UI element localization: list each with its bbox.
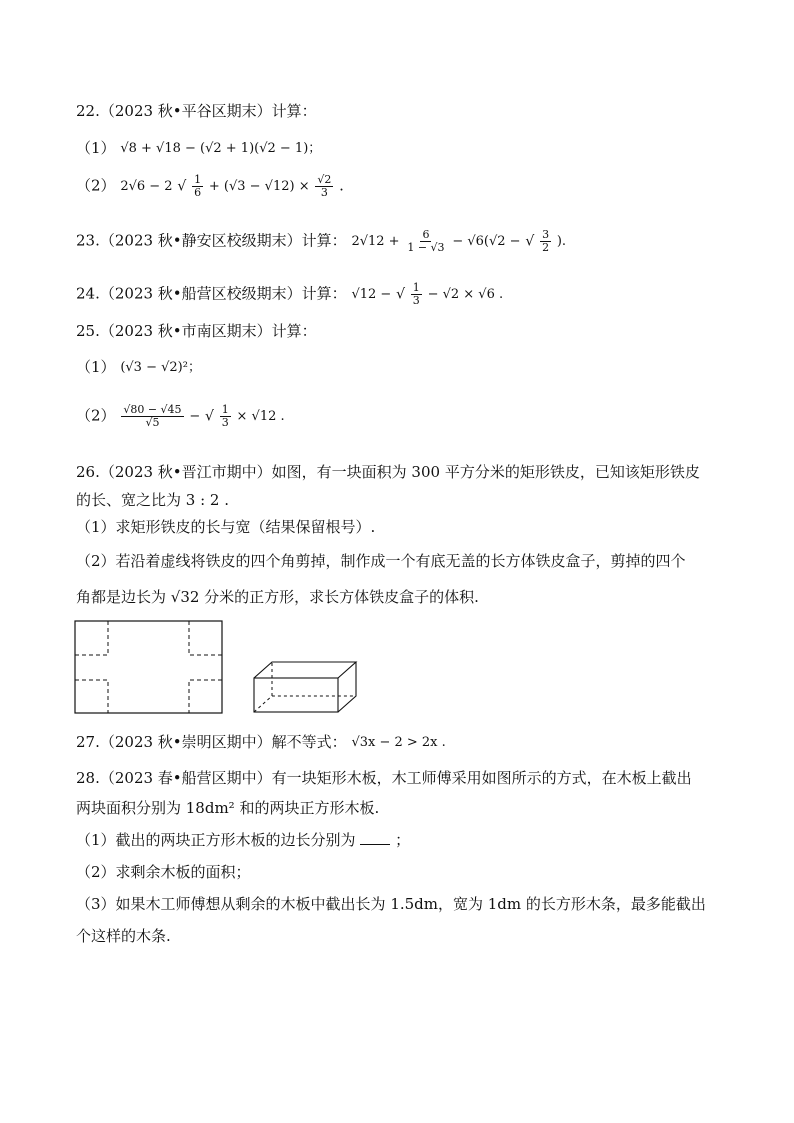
q27-heading: 27.（2023 秋•崇明区期中）解不等式： — [76, 733, 347, 751]
q24-b: − √2 × √6 . — [427, 286, 504, 302]
q23-frac2 — [540, 229, 551, 254]
q28-heading: 28.（2023 春•船营区期中）有一块矩形木板，木工师傅采用如图所示的方式，在木板上截出 — [76, 769, 692, 787]
q26-heading: 26.（2023 秋•晋江市期中）如图，有一块面积为 300 平方分米的矩形铁皮，已知该矩形铁皮 — [76, 463, 700, 481]
frac-denominator: 3 — [412, 294, 420, 307]
sqrt-symbol: √ — [177, 178, 187, 195]
q27-expr: √3x − 2 > 2x . — [351, 735, 446, 750]
q22-part1-expr: √8 + √18 − (√2 + 1)(√2 − 1)； — [120, 141, 322, 156]
q26-part1: （1）求矩形铁皮的长与宽（结果保留根号）. — [76, 518, 376, 536]
q25-part1-expr: (√3 − √2)²； — [120, 360, 201, 375]
q25-part1 — [76, 356, 201, 379]
frac-denominator: 3 — [221, 416, 229, 429]
q25-frac — [121, 404, 183, 429]
open-box-figure — [252, 660, 362, 715]
q23 — [76, 229, 566, 254]
q25-heading: 25.（2023 秋•市南区期末）计算： — [76, 322, 317, 340]
q24-a: √12 − — [351, 286, 392, 302]
metal-sheet-figure — [74, 620, 224, 715]
q22-part2-label: （2） — [76, 176, 116, 195]
q22-part2-b: + (√3 − √12) × — [208, 178, 310, 194]
q25-part2 — [76, 404, 285, 429]
q26-part2a: （2）若沿着虚线将铁皮的四个角剪掉，制作成一个有底无盖的长方体铁皮盒子，剪掉的四个 — [76, 552, 686, 570]
q22-part1-label: （1） — [76, 139, 116, 157]
q28-part1-text: （1）截出的两块正方形木板的边长分别为 — [76, 831, 356, 849]
q22-end: . — [339, 176, 344, 195]
frac-numerator: 1 — [194, 173, 202, 186]
sqrt-symbol: √ — [525, 233, 535, 250]
sqrt-symbol: √ — [205, 408, 214, 425]
q28-part1-end: ； — [395, 831, 411, 849]
q28-part3b: 个这样的木条. — [76, 927, 171, 945]
frac-numerator: 1 — [412, 281, 420, 294]
q23-end: ). — [556, 233, 567, 249]
q25-part2-label: （2） — [76, 406, 116, 425]
frac-denominator: 6 — [194, 186, 202, 199]
frac-denominator: √5 — [145, 416, 160, 429]
q28-part1 — [76, 829, 410, 851]
q22-part2 — [76, 174, 344, 199]
q25-part1-label: （1） — [76, 358, 116, 376]
frac-numerator: √80 − √45 — [123, 403, 182, 416]
q25-c: × √12 . — [236, 408, 285, 424]
frac-numerator: 1 — [221, 403, 229, 416]
q24-heading: 24.（2023 秋•船营区校级期末）计算： — [76, 284, 347, 303]
q24-frac — [411, 282, 422, 307]
q22-frac-sqrt2-3 — [315, 174, 333, 199]
frac-denominator: 1 − √3 — [407, 241, 445, 254]
frac-denominator: 3 — [320, 186, 328, 199]
q23-heading: 23.（2023 秋•静安区校级期末）计算： — [76, 231, 347, 250]
q22-frac-1-6 — [192, 174, 203, 199]
q27 — [76, 731, 446, 754]
q22-part2-a: 2√6 − 2 — [120, 178, 173, 194]
q28-heading-cont: 两块面积分别为 18dm² 和的两块正方形木板. — [76, 799, 380, 817]
frac-denominator: 2 — [542, 241, 550, 254]
q23-b: − √6(√2 − — [452, 233, 521, 249]
q26-part2b: 角都是边长为 √32 分米的正方形，求长方体铁皮盒子的体积. — [76, 588, 479, 606]
q26-heading-cont: 的长、宽之比为 3 : 2 . — [76, 491, 229, 509]
q25-b: − — [189, 408, 201, 424]
sqrt-symbol: √ — [396, 286, 405, 303]
frac-numerator: √2 — [317, 173, 332, 186]
q25-frac2 — [220, 404, 231, 429]
q28-part3a: （3）如果木工师傅想从剩余的木板中截出长为 1.5dm，宽为 1dm 的长方形木条，最多能截出 — [76, 895, 706, 913]
q24 — [76, 282, 503, 307]
frac-numerator: 6 — [422, 228, 430, 241]
q23-frac — [405, 229, 446, 254]
frac-numerator: 3 — [542, 228, 550, 241]
q23-a: 2√12 + — [351, 233, 400, 249]
q22-part1 — [76, 137, 321, 160]
q22-heading: 22.（2023 秋•平谷区期末）计算： — [76, 102, 317, 120]
answer-blank — [360, 830, 390, 845]
q28-part2: （2）求剩余木板的面积； — [76, 863, 251, 881]
